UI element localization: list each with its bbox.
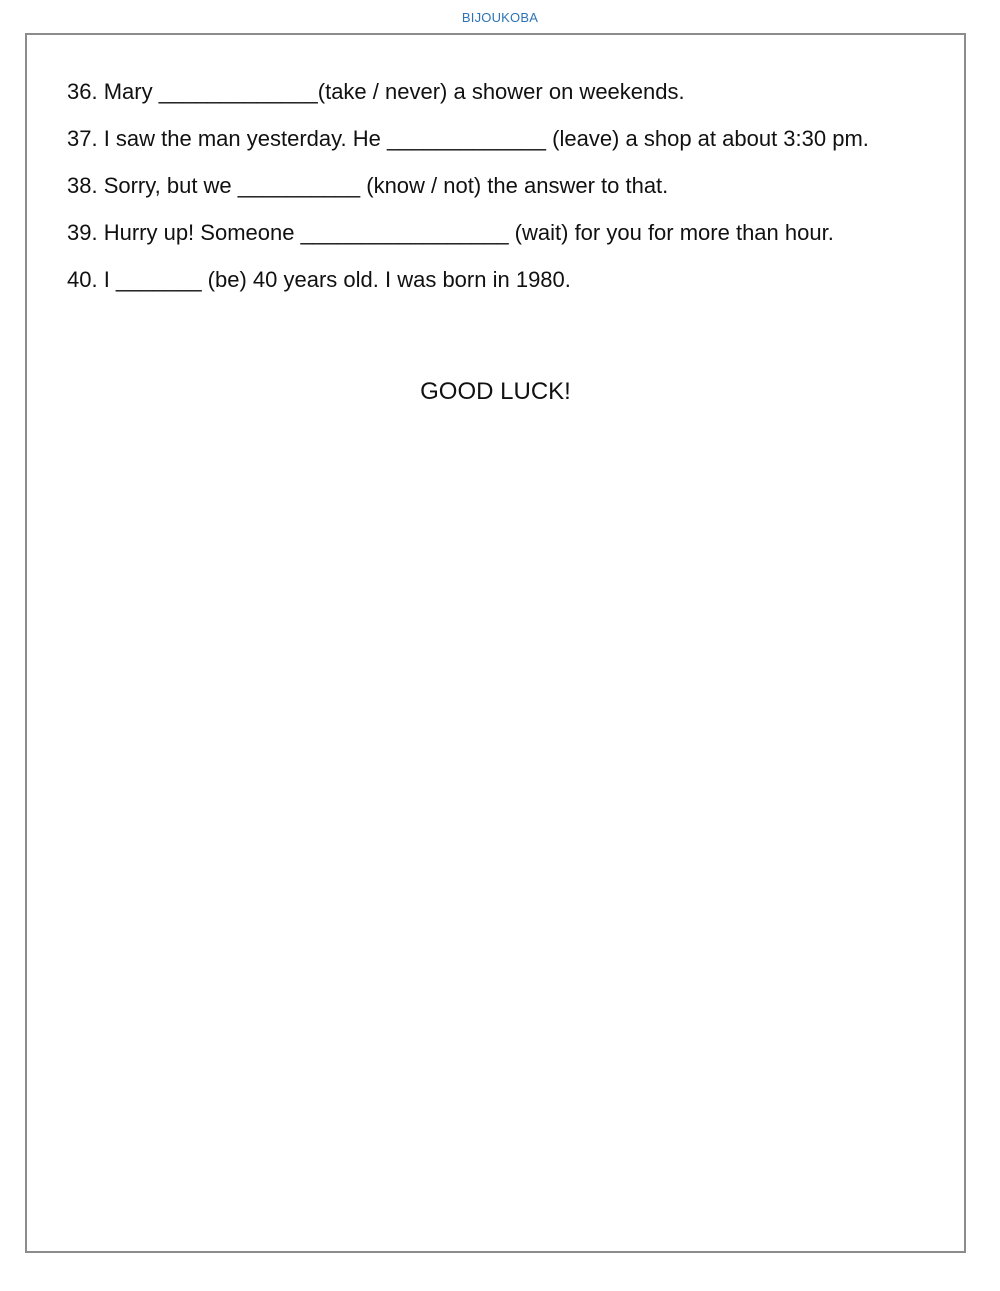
question-37: 37. I saw the man yesterday. He _____________ (leave) a shop at about 3:30 pm. — [67, 126, 869, 151]
header-watermark: BIJOUKOBA — [461, 10, 539, 25]
question-36: 36. Mary _____________(take / never) a shower on weekends. — [67, 79, 685, 104]
question-40: 40. I _______ (be) 40 years old. I was born in 1980. — [67, 267, 571, 292]
question-38: 38. Sorry, but we __________ (know / not) the answer to that. — [67, 173, 669, 198]
closing-message: GOOD LUCK! — [420, 378, 571, 405]
question-list — [67, 68, 962, 303]
question-39: 39. Hurry up! Someone _________________ (wait) for you for more than hour. — [67, 220, 834, 245]
worksheet-page — [25, 33, 966, 1253]
